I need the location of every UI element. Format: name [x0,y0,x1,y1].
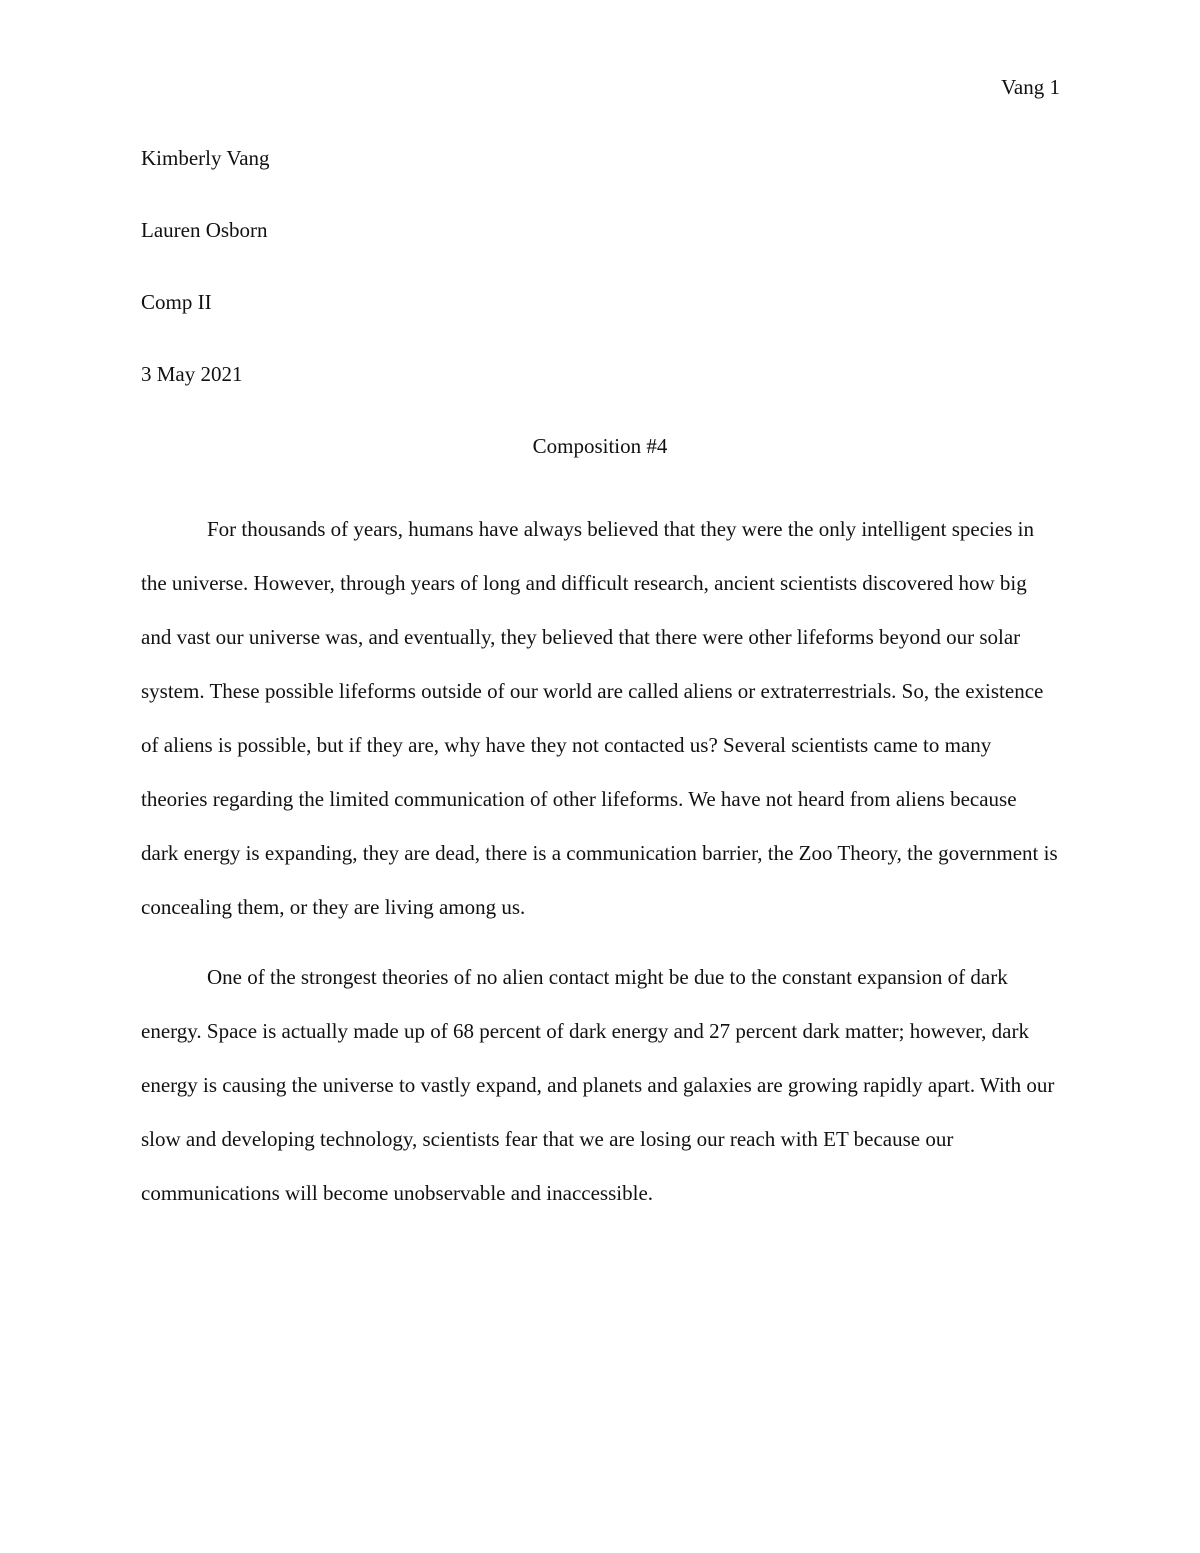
instructor-name: Lauren Osborn [141,218,268,242]
student-name: Kimberly Vang [141,146,270,170]
paragraph-1: For thousands of years, humans have always believed that they were the only intelligent species in the universe. However, through years of long and difficult research, ancient scientists discovered how big and vast our universe was, and eventually, they believed that there were other lifeforms beyond our solar system. These possible lifeforms outside of our world are called aliens or extraterrestrials. So, the existence of aliens is possible, but if they are, why have they not contacted us? Several scientists came to many theories regarding the limited communication of other lifeforms. We have not heard from aliens because dark energy is expanding, they are dead, there is a communication barrier, the Zoo Theory, the government is concealing them, or they are living among us. [141,517,1058,919]
paragraph-2: One of the strongest theories of no alien contact might be due to the constant expansion of dark energy. Space is actually made up of 68 percent of dark energy and 27 percent dark matter; however, dark energy is causing the universe to vastly expand, and planets and galaxies are growing rapidly apart. With our slow and developing technology, scientists fear that we are losing our reach with ET because our communications will become unobservable and inaccessible. [141,965,1055,1205]
document-body [141,142,1059,1236]
document-date: 3 May 2021 [141,362,243,386]
document-title: Composition #4 [532,434,668,458]
course-name: Comp II [141,290,212,314]
running-head: Vang 1 [1001,75,1060,99]
